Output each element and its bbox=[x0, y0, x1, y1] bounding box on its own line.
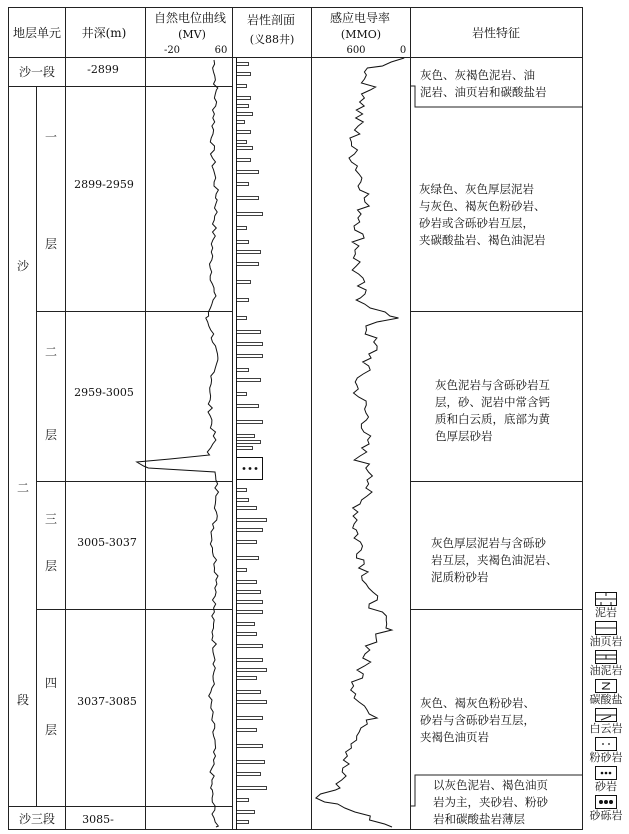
lithology-bed bbox=[237, 131, 251, 134]
profile-title: 岩性剖面 bbox=[246, 13, 296, 27]
lithology-bed bbox=[237, 97, 251, 100]
lithology-bed bbox=[237, 701, 267, 704]
lithology-bed bbox=[237, 331, 261, 334]
sp-unit: (MV) bbox=[178, 28, 206, 41]
description-layer1 bbox=[419, 182, 546, 247]
lithology-bed bbox=[237, 343, 263, 346]
layer1-char2: 层 bbox=[44, 237, 58, 251]
lithology-bed bbox=[237, 541, 257, 544]
lithology-bed bbox=[237, 677, 257, 680]
lithology-bed bbox=[237, 717, 263, 720]
lithology-bed bbox=[237, 581, 257, 584]
legend-item bbox=[584, 621, 628, 648]
description-sha3 bbox=[433, 778, 548, 826]
sp-title: 自然电位曲线 bbox=[153, 11, 227, 25]
sandstone-grain bbox=[249, 467, 252, 470]
lithology-bed bbox=[237, 85, 247, 88]
description-layer3 bbox=[431, 536, 558, 584]
conductivity-axis-left: 600 bbox=[346, 45, 366, 56]
lithology-bed bbox=[237, 317, 247, 320]
lithology-bed bbox=[237, 633, 257, 636]
carbonate-icon bbox=[595, 679, 617, 693]
description-layer1-line: 夹碳酸盐岩、褐色油泥岩 bbox=[419, 233, 546, 247]
lithology-bed bbox=[237, 299, 249, 302]
lithology-bed bbox=[237, 105, 249, 108]
sandstone-grain bbox=[243, 467, 246, 470]
lithology-bed bbox=[237, 141, 247, 144]
lithology-bed bbox=[237, 73, 251, 76]
lithology-bed bbox=[237, 799, 249, 802]
description-layer4-line: 砂岩与含砾砂岩互层， bbox=[420, 713, 535, 727]
header-unit: 地层单元 bbox=[12, 26, 62, 40]
depth-sha1: -2899 bbox=[87, 63, 119, 76]
lithology-bed bbox=[237, 113, 253, 116]
lithology-profile bbox=[237, 58, 267, 830]
lithology-bed bbox=[237, 121, 245, 124]
sandstone-icon bbox=[595, 766, 617, 780]
legend-item bbox=[584, 737, 628, 764]
conductivity-title: 感应电导率 bbox=[329, 11, 391, 25]
oil-mudstone-icon bbox=[595, 650, 617, 664]
oil-shale-icon bbox=[595, 621, 617, 635]
legend-label: 粉砂岩 bbox=[589, 751, 623, 764]
lithology-bed bbox=[237, 601, 263, 604]
description-layer1-line: 砂岩或含砾砂岩互层， bbox=[419, 216, 534, 230]
depth-layer4: 3037-3085 bbox=[77, 695, 137, 708]
lithology-bed bbox=[237, 183, 249, 186]
sandstone-grain bbox=[255, 467, 258, 470]
unit-sha2-char2: 二 bbox=[16, 481, 30, 495]
description-layer2-line: 色厚层砂岩 bbox=[435, 429, 493, 443]
description-sha1 bbox=[420, 68, 547, 99]
layer3-char2: 层 bbox=[44, 559, 58, 573]
description-sha1-line: 灰色、灰褐色泥岩、油 bbox=[420, 68, 535, 82]
layer2-char1: 二 bbox=[44, 345, 58, 359]
legend-item bbox=[584, 766, 628, 793]
description-layer2-line: 质和白云质，底部为黄 bbox=[435, 412, 550, 426]
header-description: 岩性特征 bbox=[471, 26, 521, 40]
legend-label: 泥岩 bbox=[595, 606, 617, 619]
lithology-bed bbox=[237, 645, 263, 648]
lithology-bed bbox=[237, 281, 251, 284]
lithology-bed bbox=[237, 569, 247, 572]
description-sha1-line: 泥岩、油页岩和碳酸盐岩 bbox=[420, 85, 547, 99]
conductivity-curve bbox=[316, 58, 404, 827]
depth-layer3: 3005-3037 bbox=[77, 536, 137, 549]
conductivity-unit: (MMO) bbox=[340, 28, 382, 41]
description-sha3-line: 岩和碳酸盐岩薄层 bbox=[433, 812, 525, 826]
lithology-bed bbox=[237, 369, 249, 372]
description-layer3-line: 岩互层，夹褐色油泥岩、 bbox=[431, 553, 558, 567]
lithology-bed bbox=[237, 405, 259, 408]
sp-axis-min: -20 bbox=[163, 45, 181, 56]
lithology-bed bbox=[237, 227, 247, 230]
description-layer4-line: 夹褐色油页岩 bbox=[420, 730, 489, 744]
description-layer3-line: 泥质粉砂岩 bbox=[431, 570, 489, 584]
legend-label: 油泥岩 bbox=[589, 664, 623, 677]
description-layer3-line: 灰色厚层泥岩与含砾砂 bbox=[431, 536, 546, 550]
description-sha3-line: 岩为主，夹砂岩、粉砂 bbox=[433, 795, 548, 809]
description-layer2-line: 灰色泥岩与含砾砂岩互 bbox=[435, 378, 550, 392]
header-depth: 井深(m) bbox=[81, 26, 127, 40]
lithology-bed bbox=[237, 159, 251, 162]
legend-item bbox=[584, 650, 628, 677]
lithology-bed bbox=[237, 213, 263, 216]
description-layer2 bbox=[435, 378, 550, 443]
layer3-char1: 三 bbox=[44, 512, 58, 526]
lithology-bed bbox=[237, 623, 255, 626]
lithology-bed bbox=[237, 447, 253, 450]
lithology-bed bbox=[237, 787, 267, 790]
legend-item bbox=[584, 795, 628, 822]
lithology-bed bbox=[237, 611, 263, 614]
unit-sha1: 沙一段 bbox=[18, 65, 56, 79]
description-layer2-line: 层，砂、泥岩中常含钙 bbox=[435, 395, 550, 409]
legend-item bbox=[584, 708, 628, 735]
lithology-bed bbox=[237, 489, 247, 492]
dolomite-icon bbox=[595, 708, 617, 722]
lithology-bed bbox=[237, 263, 259, 266]
layer4-char2: 层 bbox=[44, 723, 58, 737]
lithology-bed bbox=[237, 507, 257, 510]
legend-label: 油页岩 bbox=[589, 635, 623, 648]
lithology-bed bbox=[237, 171, 259, 174]
description-layer4 bbox=[420, 696, 535, 744]
unit-sha2-char3: 段 bbox=[16, 693, 30, 707]
lithology-bed bbox=[237, 379, 261, 382]
lithology-bed bbox=[237, 669, 267, 672]
sp-curve bbox=[137, 60, 219, 827]
lithology-bed bbox=[237, 435, 255, 438]
conglomeratic-sandstone-icon bbox=[595, 795, 617, 809]
mudstone-icon bbox=[595, 592, 617, 606]
legend-label: 白云岩 bbox=[589, 722, 623, 735]
lithology-bed bbox=[237, 251, 261, 254]
unit-sha3: 沙三段 bbox=[18, 812, 56, 826]
legend-item bbox=[584, 679, 628, 706]
depth-layer2: 2959-3005 bbox=[74, 386, 134, 399]
lithology-bed bbox=[237, 197, 259, 200]
layer2-char2: 层 bbox=[44, 428, 58, 442]
lithology-bed bbox=[237, 761, 265, 764]
lithology-bed bbox=[237, 691, 261, 694]
lithology-legend bbox=[584, 592, 628, 824]
lithology-bed bbox=[237, 421, 263, 424]
layer4-char1: 四 bbox=[44, 676, 58, 690]
unit-sha2-char1: 沙 bbox=[16, 259, 30, 273]
depth-layer1: 2899-2959 bbox=[74, 178, 134, 191]
lithology-bed bbox=[237, 63, 249, 66]
lithology-bed bbox=[237, 529, 263, 532]
legend-item bbox=[584, 592, 628, 619]
description-sha3-line: 以灰色泥岩、褐色油页 bbox=[433, 778, 548, 792]
sp-axis-max: 60 bbox=[214, 45, 228, 56]
depth-sha3: 3085- bbox=[82, 813, 114, 826]
lithology-bed bbox=[237, 441, 261, 444]
legend-label: 砂砾岩 bbox=[589, 809, 623, 822]
layer1-char1: 一 bbox=[44, 130, 58, 144]
lithology-bed bbox=[237, 499, 249, 502]
lithology-bed bbox=[237, 659, 263, 662]
legend-label: 砂岩 bbox=[595, 780, 617, 793]
lithology-bed bbox=[237, 591, 261, 594]
profile-subtitle: (义88井) bbox=[249, 33, 295, 46]
lithology-bed bbox=[237, 557, 259, 560]
lithology-bed bbox=[237, 745, 263, 748]
description-layer1-line: 与灰色、褐灰色粉砂岩、 bbox=[419, 199, 546, 213]
siltstone-icon bbox=[595, 737, 617, 751]
description-layer1-line: 灰绿色、灰色厚层泥岩 bbox=[419, 182, 534, 196]
conductivity-axis-right: 0 bbox=[399, 45, 407, 56]
lithology-bed bbox=[237, 519, 267, 522]
lithology-bed bbox=[237, 393, 247, 396]
lithology-bed bbox=[237, 241, 249, 244]
lithology-bed bbox=[237, 729, 257, 732]
lithology-bed bbox=[237, 821, 249, 824]
lithology-bed bbox=[237, 147, 253, 150]
description-layer4-line: 灰色、褐灰色粉砂岩、 bbox=[420, 696, 535, 710]
lithology-bed bbox=[237, 355, 263, 358]
legend-label: 碳酸盐 bbox=[589, 693, 623, 706]
lithology-bed bbox=[237, 811, 255, 814]
lithology-bed bbox=[237, 773, 261, 776]
